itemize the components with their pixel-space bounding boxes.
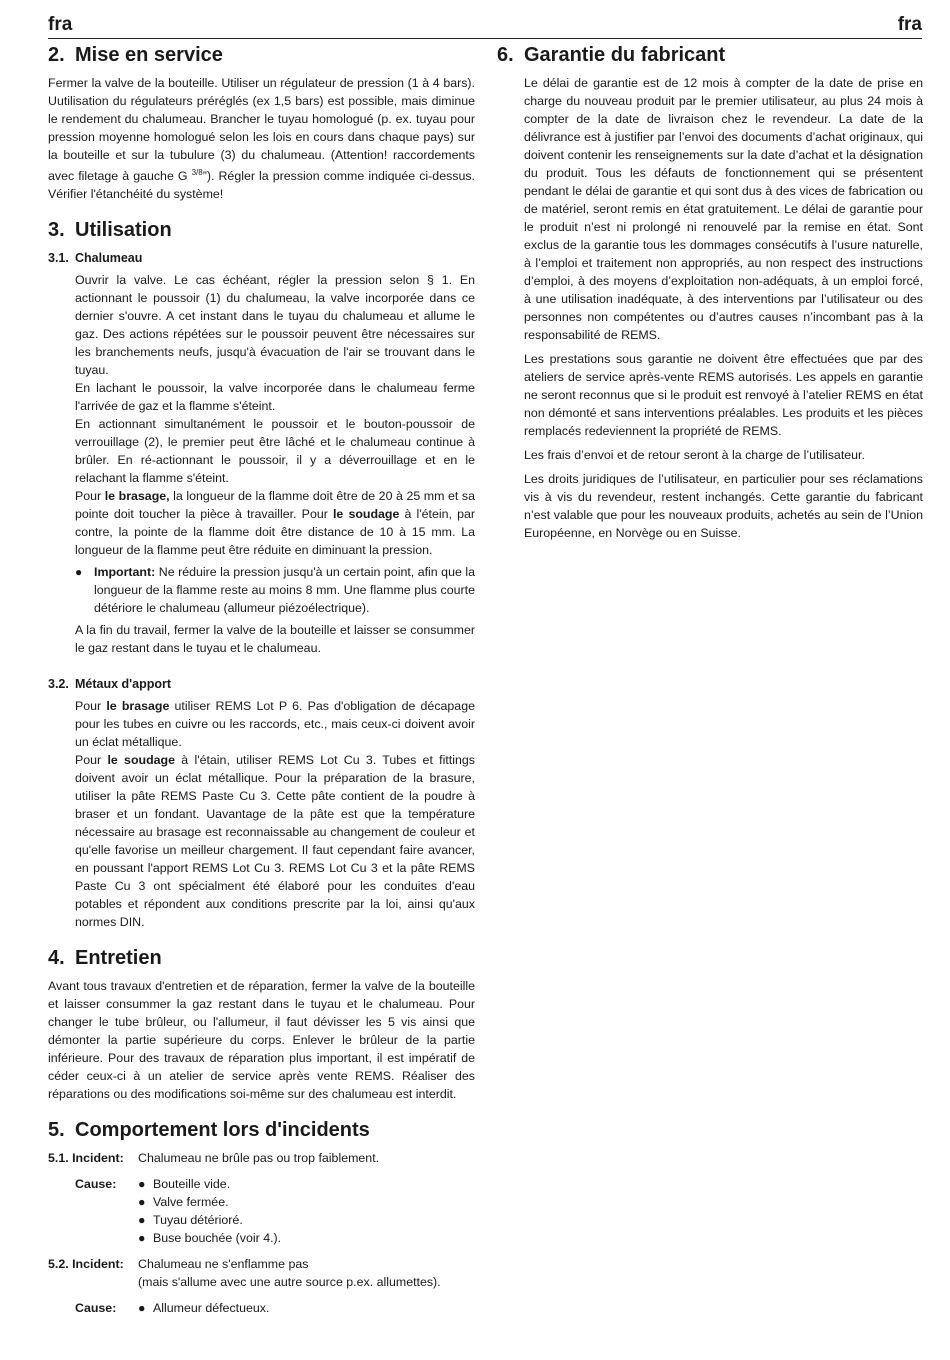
paragraph: Pour le brasage, la longueur de la flamme doit être de 20 à 25 mm et sa pointe doit toucher la pièce à travailler. Pour le soudage à l'étein, par contre, la pointe de la flamme doit être distance de 10 à 15 mm. La longueur de la flamme peut être réduite en diminuant la pression. xyxy=(75,489,476,558)
bullet-icon: ● xyxy=(138,1301,146,1316)
cause-list xyxy=(138,1299,269,1317)
cause-block: Cause: ● Allumeur défectueux. xyxy=(75,1301,270,1316)
list-item: ● Buse bouchée (voir 4.). xyxy=(138,1231,282,1246)
incident-row: 5.1. Incident: Chalumeau ne brûle pas ou trop faiblement. xyxy=(48,1151,380,1166)
bullet-icon: ● xyxy=(138,1195,146,1210)
subsection-heading: 3.2. Métaux d'apport xyxy=(48,677,172,692)
important-note: ● Important: Ne réduire la pression jusqu'à un certain point, afin que la longueur de la flamme reste au moins 8 mm. Une flamme plus courte détériore le chalumeau (allumeur piézoélectrique). xyxy=(75,565,475,616)
left-column xyxy=(48,42,475,1331)
bullet-icon: ● xyxy=(75,565,83,580)
paragraph: A la fin du travail, fermer la valve de la bouteille et laisser se consummer le gaz restant dans le tuyau et le chalumeau. xyxy=(75,623,475,656)
bullet-icon: ● xyxy=(138,1177,146,1192)
subsection-heading: 3.1. Chalumeau xyxy=(48,251,143,266)
paragraph: Ouvrir la valve. Le cas échéant, régler la pression selon § 1. En actionnant le poussoir (1) du chalumeau, la valve incorporée dans ce dernier s'ouvre. A cet instant dans le tuyau du chalumeau et allume le gaz. Des actions répétées sur le poussoir peuvent être nécessaires sur les branchements neufs, jusqu'à évacuation de l'air se trouvant dans le tuyau. xyxy=(75,273,475,378)
bullet-icon: ● xyxy=(138,1231,146,1246)
section-mise-en-service xyxy=(48,42,475,203)
section-utilisation xyxy=(48,217,475,931)
paragraph: Le délai de garantie est de 12 mois à compter de la date de prise en charge du nouveau produit par le premier utilisateur, au plus 24 mois à compter de la date de livraison chez le revendeur. La date de la délivrance est à justifier par l’envoi des documents d’achat originaux, qui doivent contenir les renseignements sur la date d’achat et la désignation du produit. Tous les défauts de fonctionnement qui se présentent pendant le délai de garantie et qui sont dus à des vices de fabrication ou de matériel, seront remis en état gratuitement. Le délai de garantie pour le produit n’est ni prolongé ni renouvelé par la remise en état. Sont exclus de la garantie tous les dommages consécutifs à l’usure naturelle, à l’emploi et traitement non appropriés, au non respect des instructions d’emploi, à des moyens d’exploitation non-adéquats, à un emploi forcé, à une utilisation inadéquate, à des interventions par l’utilisateur ou des personnes non compétentes ou d’autres causes n’incombant pas à la responsabilité de REMS. xyxy=(524,76,923,342)
section-incidents xyxy=(48,1117,475,1317)
list-item: ● Tuyau détérioré. xyxy=(138,1213,243,1228)
right-column xyxy=(497,42,923,548)
section-heading: 6. Garantie du fabricant xyxy=(497,44,726,66)
cause-list xyxy=(138,1175,281,1247)
paragraph: En lachant le poussoir, la valve incorporée dans le chalumeau ferme l'arrivée de gaz et la flamme s'éteint. xyxy=(75,381,475,414)
section-heading: 2. Mise en service xyxy=(48,44,223,66)
section-heading: 4. Entretien xyxy=(48,947,162,970)
section-entretien xyxy=(48,945,475,1103)
language-code-left: fra xyxy=(48,14,73,35)
paragraph: Pour le brasage utiliser REMS Lot P 6. Pas d'obligation de décapage pour les tubes en cuivre ou les raccords, etc., mais ceux-ci doivent avoir un éclat métallique. xyxy=(75,699,475,750)
section-heading: 3. Utilisation xyxy=(48,219,172,242)
section-text: Fermer la valve de la bouteille. Utiliser un régulateur de pression (1 à 4 bars). Uutilisation du régulateurs préréglés (ex 1,5 bars) est possible, mais diminue le rendement du chalumeau. Brancher le tuyau homologué (p. ex. tuyau pour pression moyenne homologué selon les lois en cours dans chaque pays) sur la bouteille et sur la tubulure (3) du chalumeau. (Attention! raccordements avec filetage à gauche G $^{3/8}$”). Régler la pression comme indiquée ci-dessus. Vérifier l'étanchéité du système! xyxy=(48,76,476,202)
paragraph: Pour le soudage à l'étain, utiliser REMS Lot Cu 3. Tubes et fittings doivent avoir un éclat métallique. Pour la préparation de la brasure, utiliser la pâte REMS Paste Cu 3. Cette pâte contient de la poudre à braser et un fondant. Uavantage de la pâte est que la température nécessaire au brasage est reconnaissable au changement de couleur et qu'elle favorise un meilleur chargement. Il faut cependant faire avancer, en poussant l'apport REMS Lot Cu 3. REMS Lot Cu 3 et la pâte REMS Paste Cu 3 ont spécialment été élaboré pour les conduites d'eau potables et répondent aux conditions prescrite par la loi, ainsi qu'aux normes DIN. xyxy=(75,753,475,930)
list-item: ● Bouteille vide. xyxy=(138,1177,231,1192)
subsection-body xyxy=(48,271,475,657)
paragraph: Les prestations sous garantie ne doivent être effectuées que par des ateliers de service après-vente REMS autorisés. Les appels en garantie ne seront reconnus que si le produit est renvoyé à l’atelier REMS en état non démonté et sans interventions préalables. Les produits et les pièces remplacés redeviennent la propriété de REMS. xyxy=(524,352,923,438)
page-header xyxy=(48,10,922,39)
paragraph: Les droits juridiques de l’utilisateur, en particulier pour ses réclamations vis à vis du revendeur, restent inchangés. Cette garantie du fabricant n’est valable que pour les nouveaux produits, achetés au sein de l’Union Européenne, en Norvège ou en Suisse. xyxy=(524,472,923,540)
bullet-icon: ● xyxy=(138,1213,146,1228)
section-body xyxy=(497,74,923,542)
incident-row: 5.2. Incident: Chalumeau ne s'enflamme pas (mais s'allume avec une autre source p.ex. allumettes). xyxy=(48,1257,441,1290)
paragraph: En actionnant simultanément le poussoir et le bouton-poussoir de verrouillage (2), le premier peut être lâché et le chalumeau continue à brûler. En ré-actionnant le poussoir, il y a déverrouillage et en le relachant la flamme s'éteint. xyxy=(75,417,475,486)
list-item: ● Valve fermée. xyxy=(138,1195,229,1210)
section-heading: 5. Comportement lors d'incidents xyxy=(48,1119,370,1142)
language-code-right: fra xyxy=(897,14,922,35)
paragraph: Les frais d’envoi et de retour seront à la charge de l’utilisateur. xyxy=(524,448,865,462)
subsection-body xyxy=(48,697,475,931)
cause-block: Cause: ● Bouteille vide. ● Valve fermée. ● Tuyau détérioré. ● Buse bouchée (voir 4.). xyxy=(75,1177,282,1246)
list-item: ● Allumeur défectueux. xyxy=(138,1301,270,1316)
section-text: Avant tous travaux d'entretien et de réparation, fermer la valve de la bouteille et laisser consummer la gaz restant dans le tuyau et le chalumeau. Pour changer le tube brûleur, ou l'allumeur, il faut dévisser les 5 vis ainsi que démonter la partie supérieure du corps. Enlever le brûleur de la partie inférieure. Pour des travaux de réparation plus important, il est impératif de céder ceux-ci à un atelier de service après vente REMS. Réaliser des réparations ou des modifications soi-même sur des chalumeau est interdit. xyxy=(48,979,475,1102)
